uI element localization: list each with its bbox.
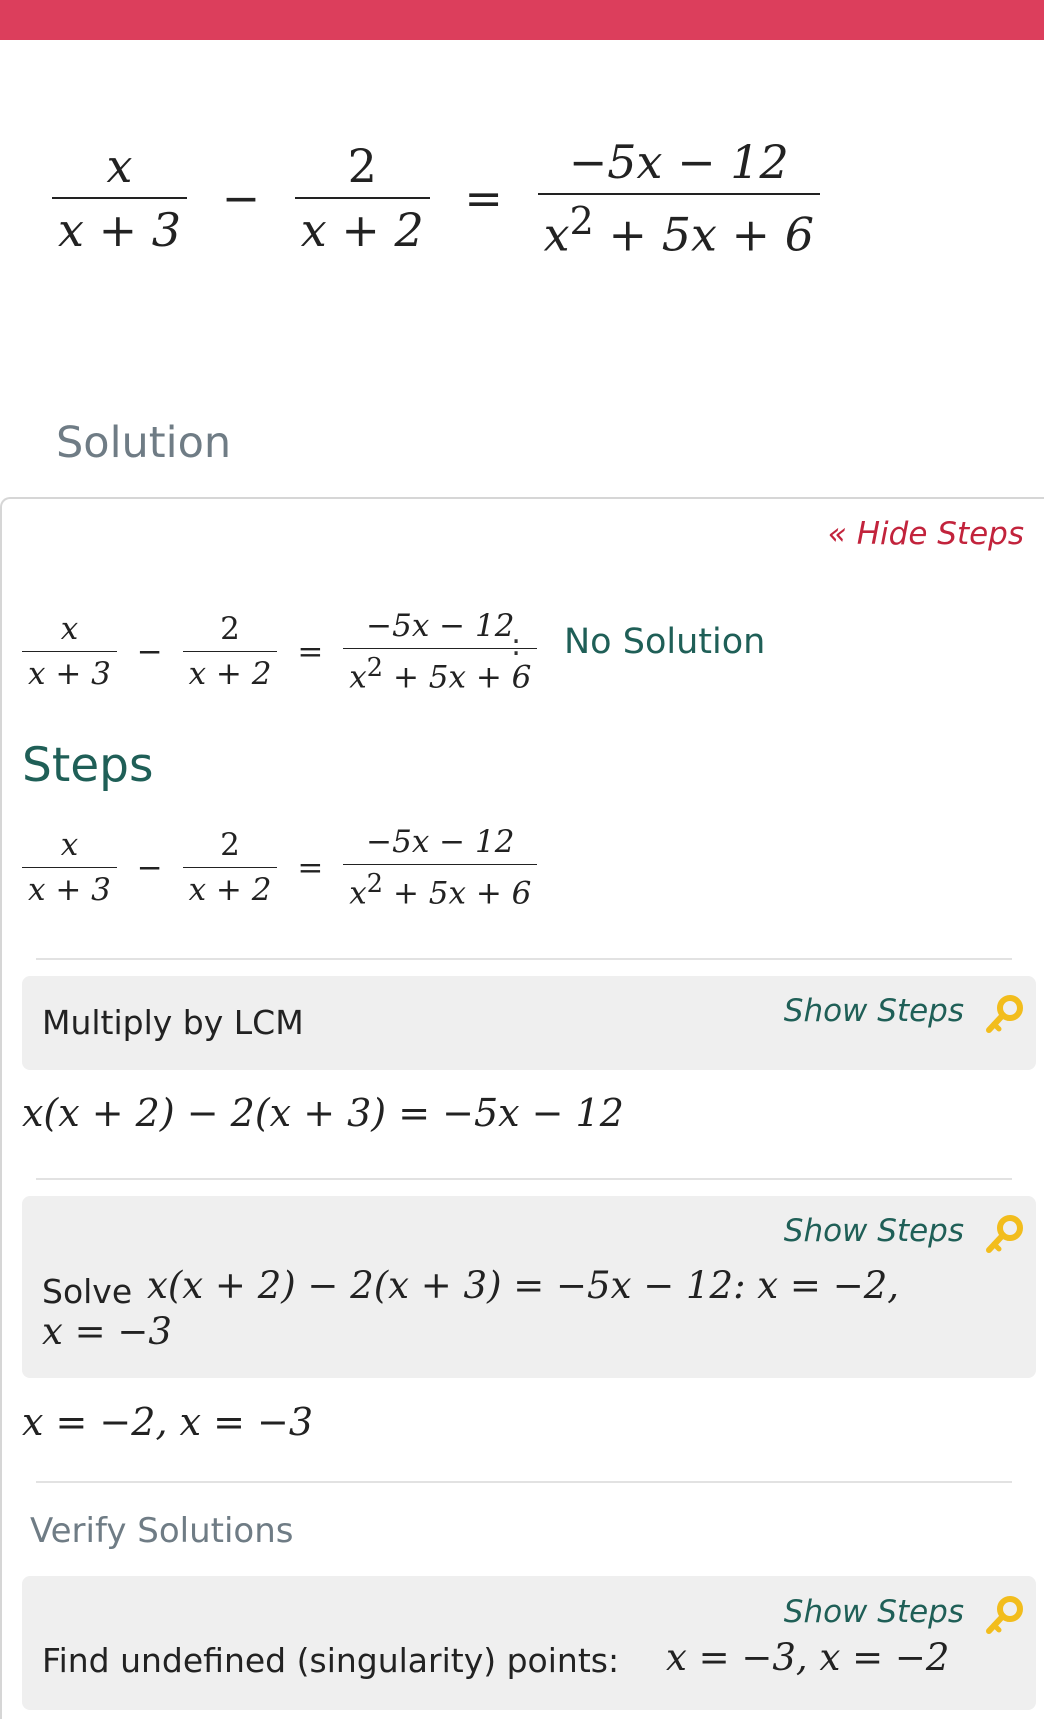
minus-sign: −: [221, 171, 261, 226]
result-answer: No Solution: [564, 622, 766, 662]
fraction-2-numerator: 2: [347, 139, 377, 194]
fraction-1-numerator: x: [106, 139, 133, 194]
result-equation: $\frac{x}{x + 3}$ − $\frac{2}{x + 2}$ = $\frac{-5x - 12}{x^2 + 5x + 6}$: [22, 608, 537, 695]
key-icon[interactable]: [982, 1594, 1026, 1638]
divider: [36, 958, 1012, 960]
step-label-multiply-lcm: Multiply by LCM: [42, 1003, 304, 1042]
solution-heading: Solution: [56, 418, 232, 468]
fraction-2: [295, 139, 430, 257]
step-label-solve: Solve: [42, 1272, 133, 1311]
divider: [36, 1481, 1012, 1483]
step3-result: x = −3, x = −2: [666, 1636, 950, 1679]
fraction-1-denominator: x + 3: [52, 197, 187, 257]
equals-sign: =: [464, 171, 503, 226]
key-icon[interactable]: [982, 993, 1026, 1037]
step1-result: x(x + 2) − 2(x + 3) = −5x − 12: [22, 1091, 624, 1135]
steps-equation: $\frac{x}{x + 3}$ − $\frac{2}{x + 2}$ = $\frac{-5x - 12}{x^2 + 5x + 6}$: [22, 824, 537, 911]
show-steps-button[interactable]: Show Steps: [783, 1213, 964, 1249]
step2-result: x = −2, x = −3: [22, 1400, 314, 1444]
step2-equation-line1: x(x + 2) − 2(x + 3) = −5x − 12: x = −2,: [147, 1264, 899, 1307]
show-steps-button[interactable]: Show Steps: [783, 993, 964, 1029]
step-label-undefined-points: Find undefined (singularity) points:: [42, 1641, 620, 1680]
fraction-3-denominator: $x^2 + 5x + 6$: [538, 193, 820, 261]
step2-equation-line2: x = −3: [42, 1310, 172, 1353]
steps-heading: Steps: [22, 738, 154, 793]
fraction-3-numerator: −5x − 12: [568, 135, 789, 189]
divider: [36, 1178, 1012, 1180]
top-bar: [0, 0, 1044, 40]
key-icon[interactable]: [982, 1213, 1026, 1257]
fraction-2-denominator: x + 2: [295, 197, 430, 257]
show-steps-button[interactable]: Show Steps: [783, 1594, 964, 1630]
hero-equation: [52, 135, 820, 261]
hide-steps-link[interactable]: « Hide Steps: [827, 516, 1024, 552]
verify-solutions-heading: Verify Solutions: [30, 1511, 294, 1551]
fraction-1: [52, 139, 187, 257]
result-separator: :: [511, 628, 522, 663]
fraction-3: [538, 135, 820, 261]
